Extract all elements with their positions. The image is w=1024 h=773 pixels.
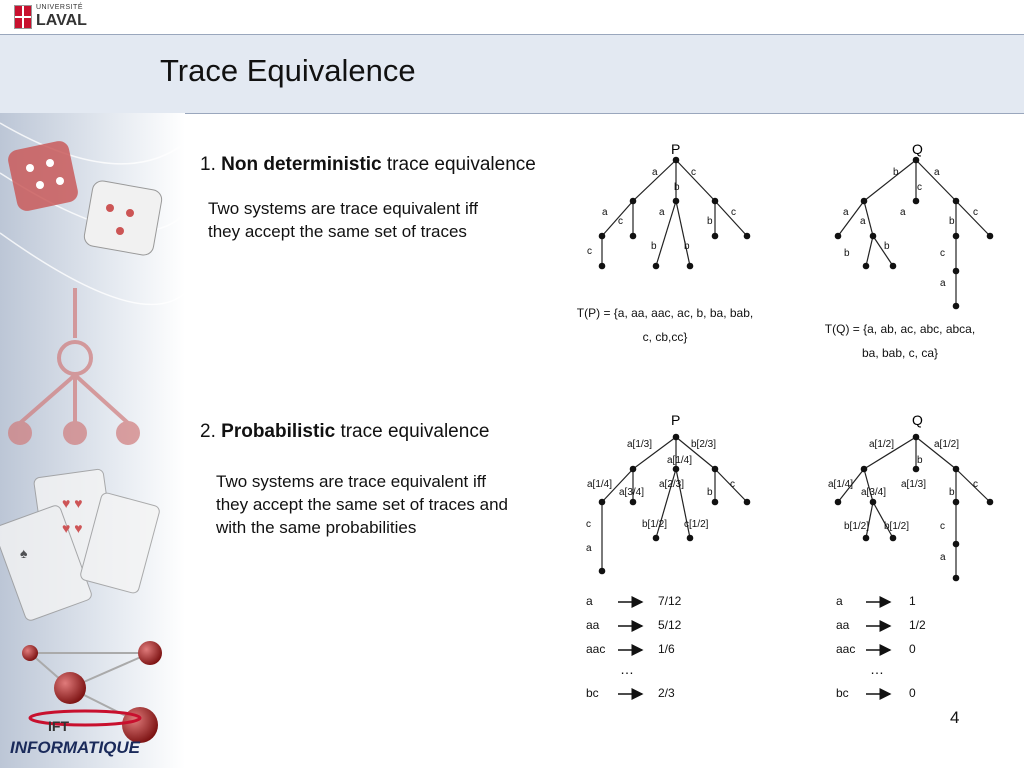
tree-label: a	[934, 167, 940, 178]
decorative-side-panel	[0, 113, 185, 768]
tree-label: a	[900, 207, 906, 218]
tree-label: c	[587, 246, 592, 257]
prob-value: 1/2	[909, 618, 926, 632]
slide-title: Trace Equivalence	[160, 53, 416, 88]
tree-label: a[1/3]	[627, 439, 653, 450]
tree-label: a	[659, 207, 665, 218]
svg-text:♥ ♥: ♥ ♥	[62, 495, 83, 511]
svg-text:INFORMATIQUE: INFORMATIQUE	[10, 738, 141, 757]
prob-trace: bc	[836, 686, 849, 700]
prob-trace: a	[586, 594, 593, 608]
svg-text:IFT: IFT	[48, 718, 69, 734]
tree-label: a	[860, 216, 866, 227]
tree-label: b	[707, 487, 713, 498]
prob-trace: a	[836, 594, 843, 608]
tree-label: b	[949, 216, 955, 227]
prob-value: 0	[909, 686, 916, 700]
tree-q-title: Q	[912, 141, 923, 157]
tree-p-probabilistic	[570, 405, 770, 580]
svg-text:♥ ♥: ♥ ♥	[62, 520, 83, 536]
tree-label: c	[973, 479, 978, 490]
tree-label: b	[844, 248, 850, 259]
section2-description	[216, 470, 508, 539]
tree-label: a[1/4]	[667, 455, 693, 466]
title-bar	[0, 34, 1024, 114]
tree-label: b	[674, 182, 680, 193]
tree-p2-title: P	[671, 412, 681, 428]
tree-label: a[1/3]	[901, 479, 927, 490]
tree-p-traces	[555, 301, 775, 349]
logo-line1: UNIVERSITÉ	[36, 4, 84, 11]
tree-label: c[1/2]	[684, 519, 709, 530]
header-bar	[0, 0, 1024, 34]
tree-p-title: P	[671, 141, 681, 157]
tree-label: a[3/4]	[619, 487, 645, 498]
section1-description	[208, 197, 478, 243]
prob-value: 0	[909, 642, 916, 656]
university-logo	[14, 3, 134, 31]
tree-label: a[1/4]	[587, 479, 613, 490]
tree-q-traces	[800, 317, 1000, 365]
tree-label: a[3/4]	[861, 487, 887, 498]
tree-label: c	[917, 182, 922, 193]
tree-label: b[1/2]	[844, 521, 870, 532]
tree-label: a[2/3]	[659, 479, 685, 490]
section1-bold: Non deterministic	[221, 154, 382, 175]
tree-label: a	[940, 552, 946, 563]
prob-trace: aa	[586, 618, 600, 632]
section2-bold: Probabilistic	[221, 421, 336, 442]
prob-trace: aac	[586, 642, 606, 656]
section2-description-line3: with the same probabilities	[216, 518, 417, 537]
tree-label: a[1/2]	[869, 439, 895, 450]
section1-heading	[200, 154, 536, 176]
prob-value: 1/6	[658, 642, 675, 656]
prob-value: 1	[909, 594, 916, 608]
tree-label: c	[973, 207, 978, 218]
section2-description-line1: Two systems are trace equivalent iff	[216, 472, 486, 491]
tree-label: b	[893, 167, 899, 178]
tree-q-nondeterministic	[820, 138, 1000, 313]
tree-label: a[1/4]	[828, 479, 854, 490]
tree-label: a	[602, 207, 608, 218]
tree-label: a[1/2]	[934, 439, 960, 450]
section2-heading	[200, 421, 489, 443]
section1-number: 1.	[200, 154, 216, 175]
svg-text:♠: ♠	[20, 545, 28, 561]
prob-trace: aac	[836, 642, 856, 656]
decorative-artwork	[0, 113, 185, 768]
tree-p-nondeterministic	[570, 138, 770, 278]
tree-p-traces-line2: c, cb,cc}	[642, 330, 688, 344]
tree-label: b	[707, 216, 713, 227]
section1-description-line1: Two systems are trace equivalent iff	[208, 199, 478, 218]
tree-label: b[2/3]	[691, 439, 717, 450]
tree-p-traces-line1: T(P) = {a, aa, aac, ac, b, ba, bab,	[576, 306, 754, 320]
tree-label: a	[586, 543, 592, 554]
tree-label: c	[731, 207, 736, 218]
tree-q-traces-line1: T(Q) = {a, ab, ac, abc, abca,	[824, 322, 976, 336]
section1-rest: trace equivalence	[386, 154, 536, 175]
shield-icon	[14, 5, 32, 29]
tree-label: b	[651, 241, 657, 252]
section2-description-line2: they accept the same set of traces and	[216, 495, 508, 514]
section2-number: 2.	[200, 421, 216, 442]
prob-ellipsis: …	[620, 661, 634, 677]
prob-trace: aa	[836, 618, 850, 632]
prob-table-q	[830, 588, 970, 703]
tree-label: b	[917, 455, 923, 466]
prob-table-p	[580, 588, 740, 703]
tree-label: b	[949, 487, 955, 498]
tree-q2-title: Q	[912, 412, 923, 428]
section1-description-line2: they accept the same set of traces	[208, 222, 467, 241]
logo-line2: LAVAL	[36, 12, 87, 29]
prob-trace: bc	[586, 686, 599, 700]
tree-label: a	[652, 167, 658, 178]
tree-label: b[1/2]	[884, 521, 910, 532]
prob-value: 5/12	[658, 618, 682, 632]
tree-label: c	[586, 519, 591, 530]
tree-label: a	[940, 278, 946, 289]
tree-label: c	[730, 479, 735, 490]
tree-label: c	[618, 216, 623, 227]
tree-label: a	[843, 207, 849, 218]
tree-label: c	[940, 248, 945, 259]
prob-ellipsis: …	[870, 661, 884, 677]
tree-label: b	[684, 241, 690, 252]
page-number: 4	[950, 708, 960, 727]
tree-label: c	[691, 167, 696, 178]
prob-value: 7/12	[658, 594, 682, 608]
tree-label: b[1/2]	[642, 519, 668, 530]
tree-q-traces-line2: ba, bab, c, ca}	[861, 346, 939, 360]
tree-q-probabilistic	[820, 405, 1000, 585]
section2-rest: trace equivalence	[340, 421, 490, 442]
tree-label: b	[884, 241, 890, 252]
prob-value: 2/3	[658, 686, 675, 700]
tree-label: c	[940, 521, 945, 532]
